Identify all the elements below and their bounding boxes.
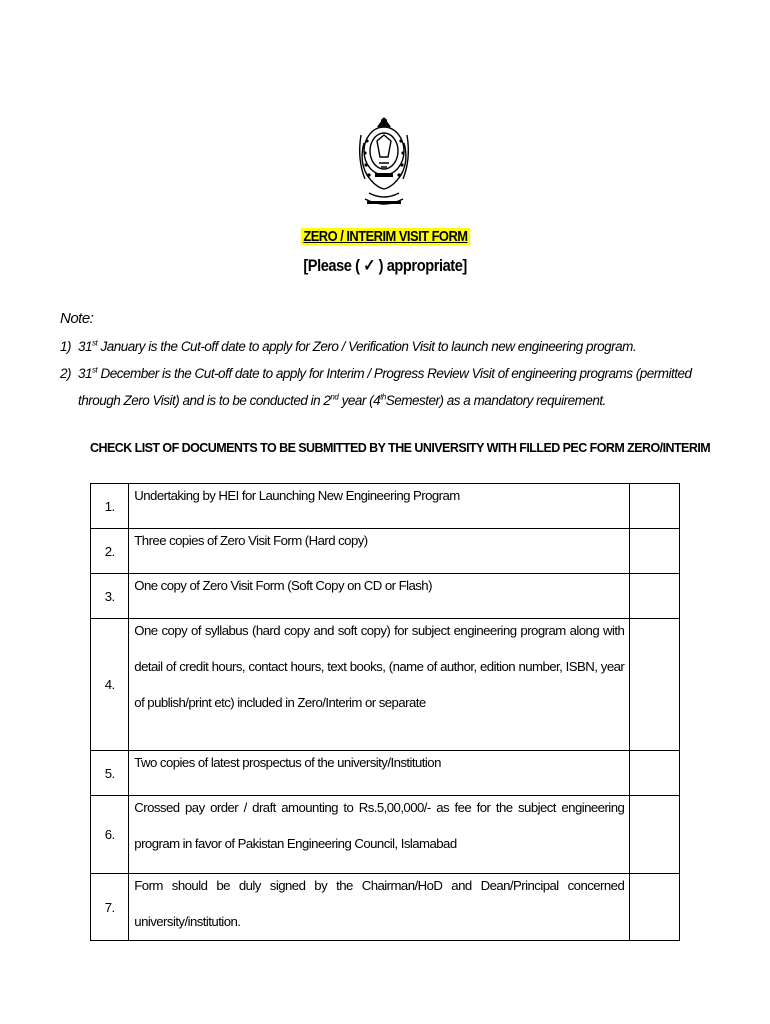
row-number: 6. xyxy=(91,796,129,874)
note-text: December is the Cut-off date to apply for Interim / Progress Review Visit of engineering programs (permitted through Zero Visit) and is to be conducted in 2 xyxy=(78,366,692,408)
row-text xyxy=(129,751,630,796)
form-subtitle-wrap xyxy=(0,256,770,276)
row-text xyxy=(129,484,630,529)
check-cell[interactable] xyxy=(630,574,680,619)
pec-emblem-icon xyxy=(355,113,413,211)
check-cell[interactable] xyxy=(630,796,680,874)
check-cell[interactable] xyxy=(630,751,680,796)
form-subtitle: [Please ( ✓ ) appropriate] xyxy=(303,256,467,275)
form-title: ZERO / INTERIM VISIT FORM xyxy=(300,228,469,245)
note-day-suffix: st xyxy=(92,365,98,375)
checklist-heading: CHECK LIST OF DOCUMENTS TO BE SUBMITTED BY THE UNIVERSITY WITH FILLED PEC FORM ZERO/INTERIM xyxy=(90,441,711,455)
note-item-number: 2) xyxy=(60,366,72,381)
form-title-wrap xyxy=(0,228,770,246)
note-text: Semester) as a mandatory requirement. xyxy=(385,393,606,408)
check-cell[interactable] xyxy=(630,529,680,574)
note-semester-suffix: th xyxy=(380,392,386,402)
row-text xyxy=(129,874,630,941)
note-item-2 xyxy=(60,360,700,414)
row-number: 2. xyxy=(91,529,129,574)
row-text xyxy=(129,574,630,619)
row-text xyxy=(129,619,630,751)
row-text xyxy=(129,529,630,574)
table-row xyxy=(91,874,680,941)
note-item-1 xyxy=(60,333,700,360)
note-section xyxy=(60,310,700,414)
table-row xyxy=(91,796,680,874)
row-text xyxy=(129,796,630,874)
table-row xyxy=(91,529,680,574)
row-text-content: Two copies of latest prospectus of the university/Institution xyxy=(134,755,441,770)
row-text-content: Three copies of Zero Visit Form (Hard copy) xyxy=(134,533,368,548)
table-row xyxy=(91,751,680,796)
row-number: 4. xyxy=(91,619,129,751)
row-number: 3. xyxy=(91,574,129,619)
check-cell[interactable] xyxy=(630,874,680,941)
note-day: 31 xyxy=(78,366,93,381)
row-number: 5. xyxy=(91,751,129,796)
table-row xyxy=(91,619,680,751)
note-text: January is the Cut-off date to apply for Zero / Verification Visit to launch new engineering program. xyxy=(97,339,637,354)
row-text-content: One copy of syllabus (hard copy and soft copy) for subject engineering program along with detail of credit hours, contact hours, text books, (name of author, edition number, ISBN, year of publish/print etc) included in Zero/Interim or separate xyxy=(134,623,625,710)
row-text-content: One copy of Zero Visit Form (Soft Copy on CD or Flash) xyxy=(134,578,432,593)
checklist-table xyxy=(90,483,680,941)
check-cell[interactable] xyxy=(630,484,680,529)
table-row xyxy=(91,574,680,619)
row-text-content: Crossed pay order / draft amounting to Rs.5,00,000/- as fee for the subject engineering program in favor of Pakistan Engineering Council, Islamabad xyxy=(134,800,625,851)
row-text-content: Undertaking by HEI for Launching New Engineering Program xyxy=(134,488,460,503)
note-year-suffix: nd xyxy=(330,392,339,402)
row-number: 7. xyxy=(91,874,129,941)
note-item-number: 1) xyxy=(60,339,72,354)
row-number: 1. xyxy=(91,484,129,529)
note-day: 31 xyxy=(78,339,93,354)
note-day-suffix: st xyxy=(92,338,98,348)
table-row xyxy=(91,484,680,529)
note-heading: Note: xyxy=(60,310,94,327)
row-text-content: Form should be duly signed by the Chairman/HoD and Dean/Principal concerned university/institution. xyxy=(134,878,625,929)
check-cell[interactable] xyxy=(630,619,680,751)
note-text: year (4 xyxy=(338,393,381,408)
